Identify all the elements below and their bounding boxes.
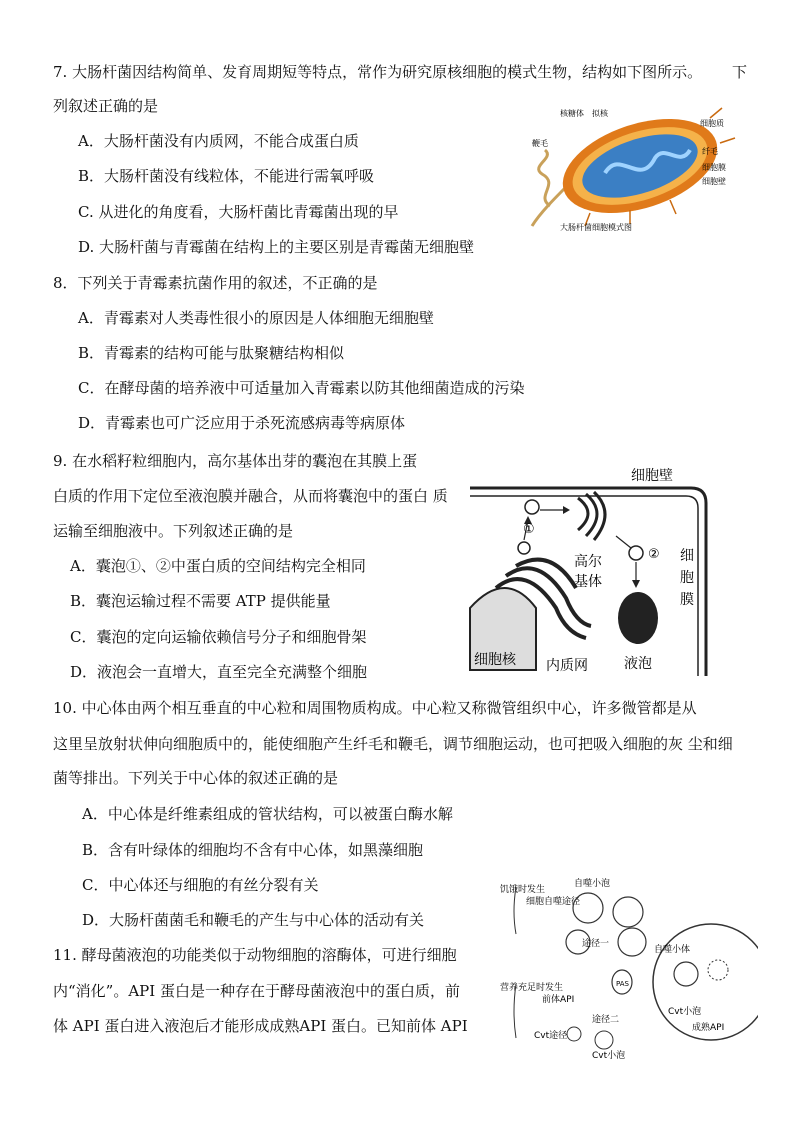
vesicle-figure xyxy=(466,458,716,680)
q9-option-d: D．液泡会一直增大，直至完全充满整个细胞 xyxy=(70,663,368,681)
q7-option-d: D. 大肠杆菌与青霉菌在结构上的主要区别是青霉菌无细胞壁 xyxy=(78,238,475,256)
label-wall: 细胞壁 xyxy=(702,177,726,186)
label-path2: 途径二 xyxy=(592,1015,620,1025)
q9-stem-line3: 运输至细胞液中。下列叙述正确的是 xyxy=(53,522,294,540)
label-cvt-vesicle: Cvt小泡 xyxy=(592,1051,626,1061)
label-pas: PAS xyxy=(616,980,630,988)
q11-stem-line2: 内“消化”。API 蛋白是一种存在于酵母菌液泡中的蛋白质，前 xyxy=(53,982,460,1000)
autophagic-body-2 xyxy=(708,960,728,980)
q9-stem-line2: 白质的作用下定位至液泡膜并融合，从而将囊泡中的蛋白 质 xyxy=(53,487,448,505)
label-vesicle-1: ① xyxy=(523,522,535,537)
label-cvt-path: Cvt途径 xyxy=(534,1031,568,1041)
label-precursor: 前体API xyxy=(542,995,575,1005)
arrowhead-2 xyxy=(563,506,570,514)
label-nucleus: 细胞核 xyxy=(474,652,516,668)
label-cvt-vesicle-in: Cvt小泡 xyxy=(668,1007,702,1017)
label-er: 内质网 xyxy=(546,658,588,674)
cvt-small-2 xyxy=(595,1031,613,1049)
label-membrane-1: 细 xyxy=(680,548,694,564)
q10-stem-line2: 这里呈放射状伸向细胞质中的，能使细胞产生纤毛和鞭毛，调节细胞运动，也可把吸入细胞的灰 尘和细 xyxy=(53,735,733,753)
label-membrane: 细胞膜 xyxy=(702,163,726,172)
label-pili: 纤毛 xyxy=(702,147,718,156)
q7-stem-line1-tail: 下 xyxy=(732,63,748,81)
autophagosome-3 xyxy=(618,928,646,956)
label-golgi-1: 高尔 xyxy=(574,554,602,570)
vesicle-2 xyxy=(629,546,643,560)
autophagy-figure xyxy=(496,872,758,1062)
label-mature-api: 成熟API xyxy=(692,1023,725,1033)
q11-stem-line3: 体 API 蛋白进入液泡后才能形成成熟API 蛋白。已知前体 API xyxy=(53,1017,468,1035)
q7-option-c: C. 从进化的角度看，大肠杆菌比青霉菌出现的早 xyxy=(78,203,399,221)
q7-stem-line2: 列叙述正确的是 xyxy=(53,97,159,115)
q10-stem-line1: 10. 中心体由两个相互垂直的中心粒和周围物质构成。中心粒又称微管组织中心，许多微管都是从 xyxy=(53,699,697,717)
label-starvation: 饥饿时发生 xyxy=(500,885,546,895)
label-nucleoid: 拟核 xyxy=(592,109,608,118)
golgi-shape xyxy=(578,492,605,540)
label-autophagosome: 自噬小泡 xyxy=(574,879,611,889)
label-cell-wall: 细胞壁 xyxy=(631,468,673,484)
label-flagellum: 鞭毛 xyxy=(532,139,548,148)
label-autophagic-body: 自噬小体 xyxy=(654,945,691,955)
autophagic-body-1 xyxy=(674,962,698,986)
q9-stem-line1: 9. 在水稻籽粒细胞内，高尔基体出芽的囊泡在其膜上蛋 xyxy=(53,452,418,470)
q7-stem-line1: 7. 大肠杆菌因结构简单、发育周期短等特点，常作为研究原核细胞的模式生物，结构如下图所示。 xyxy=(53,63,703,81)
q10-option-b: B．含有叶绿体的细胞均不含有中心体，如黑藻细胞 xyxy=(82,841,424,859)
er-vesicle xyxy=(518,542,530,554)
q8-option-c: C．在酵母菌的培养液中可适量加入青霉素以防其他细菌造成的污染 xyxy=(78,379,525,397)
label-golgi-2: 基体 xyxy=(574,574,602,590)
q8-option-a: A．青霉素对人类毒性很小的原因是人体细胞无细胞壁 xyxy=(78,309,434,327)
label-path1: 途径一 xyxy=(582,939,610,949)
q8-option-b: B．青霉素的结构可能与肽聚糖结构相似 xyxy=(78,344,345,362)
q10-option-d: D．大肠杆菌菌毛和鞭毛的产生与中心体的活动有关 xyxy=(82,911,425,929)
q11-stem-line1: 11. 酵母菌液泡的功能类似于动物细胞的溶酶体，可进行细胞 xyxy=(53,946,457,964)
q8-option-d: D．青霉素也可广泛应用于杀死流感病毒等病原体 xyxy=(78,414,406,432)
label-nutrient: 营养充足时发生 xyxy=(500,983,564,993)
autophagosome-1 xyxy=(573,893,603,923)
vesicle-1 xyxy=(525,500,539,514)
q7-option-a: A．大肠杆菌没有内质网，不能合成蛋白质 xyxy=(78,132,359,150)
label-cytoplasm: 细胞质 xyxy=(700,119,724,128)
autophagosome-2 xyxy=(613,897,643,927)
label-autophagy-path: 细胞自噬途径 xyxy=(526,897,581,907)
arrowhead-3 xyxy=(632,580,640,588)
cvt-small-1 xyxy=(567,1027,581,1041)
q7-option-b: B．大肠杆菌没有线粒体，不能进行需氧呼吸 xyxy=(78,167,375,185)
ecoli-figure xyxy=(530,88,760,233)
label-membrane-3: 膜 xyxy=(680,592,694,608)
q9-option-c: C．囊泡的定向运输依赖信号分子和细胞骨架 xyxy=(70,628,367,646)
label-vacuole: 液泡 xyxy=(624,656,652,672)
arrow-golgi-to-v2 xyxy=(616,536,631,548)
label-ribosome: 核糖体 xyxy=(560,109,584,118)
q10-option-c: C．中心体还与细胞的有丝分裂有关 xyxy=(82,876,319,894)
label-vesicle-2: ② xyxy=(648,547,660,562)
vacuole-shape xyxy=(618,592,658,644)
label-membrane-2: 胞 xyxy=(680,570,694,586)
q10-stem-line3: 菌等排出。下列关于中心体的叙述正确的是 xyxy=(53,769,339,787)
flagellum xyxy=(539,150,550,206)
q8-stem: 8．下列关于青霉素抗菌作用的叙述，不正确的是 xyxy=(53,274,378,292)
q9-option-a: A．囊泡①、②中蛋白质的空间结构完全相同 xyxy=(70,557,366,575)
q9-option-b: B．囊泡运输过程不需要 ATP 提供能量 xyxy=(70,592,331,610)
figure-caption: 大肠杆菌细胞模式图 xyxy=(560,223,632,232)
q10-option-a: A．中心体是纤维素组成的管状结构，可以被蛋白酶水解 xyxy=(82,805,453,823)
